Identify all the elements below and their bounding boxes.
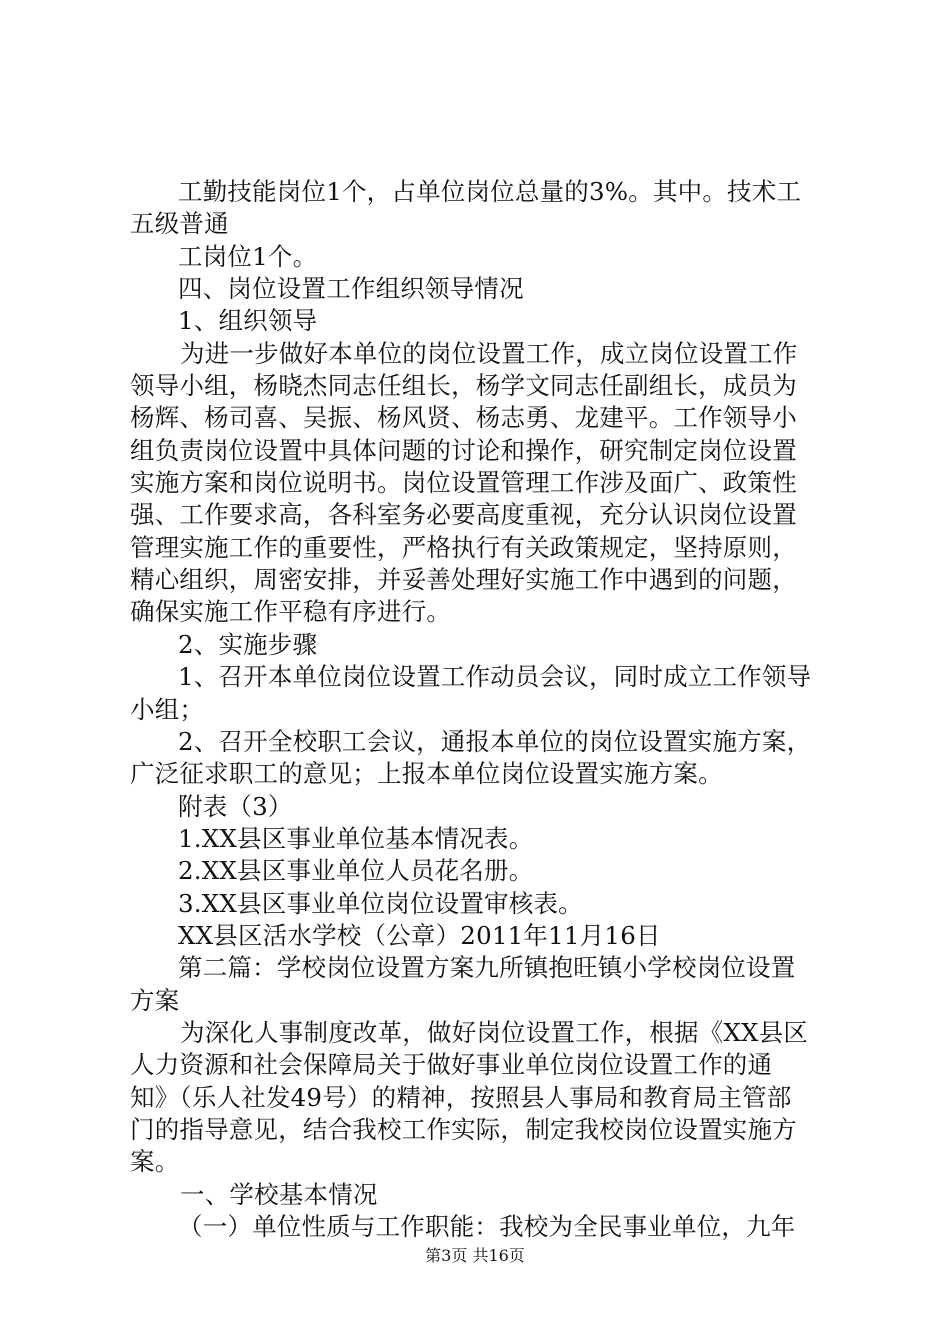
text-line: 工岗位1个。 [178,241,318,271]
chapter-heading: 方案 [130,985,180,1015]
text-line: 广泛征求职工的意见；上报本单位岗位设置实施方案。 [130,759,723,789]
subsection-heading: 1、组织领导 [178,306,318,336]
text-line: 2、召开全校职工会议，通报本单位的岗位设置实施方案， [178,726,812,756]
text-line: 管理实施工作的重要性，严格执行有关政策规定，坚持原则， [130,532,797,562]
signature-line: XX县区活水学校（公章）2011年11月16日 [178,920,661,950]
text-line: 杨辉、杨司喜、吴振、杨风贤、杨志勇、龙建平。工作领导小 [130,403,797,433]
text-line: 精心组织，周密安排，并妥善处理好实施工作中遇到的问题， [130,565,797,595]
body-text [130,176,830,1243]
text-line: 小组； [130,694,205,724]
section-heading: 四、岗位设置工作组织领导情况 [178,274,524,304]
list-item: 2.XX县区事业单位人员花名册。 [178,856,534,886]
text-line: 确保实施工作平稳有序进行。 [130,597,452,627]
text-line: 人力资源和社会保障局关于做好事业单位岗位设置工作的通 [130,1050,773,1080]
section-heading: 一、学校基本情况 [180,1179,378,1209]
text-line: 组负责岗位设置中具体问题的讨论和操作，研究制定岗位设置 [130,435,797,465]
text-line: 门的指导意见，结合我校工作实际，制定我校岗位设置实施方 [130,1114,797,1144]
text-line: 知》（乐人社发49号）的精神，按照县人事局和教育局主管部 [130,1082,792,1112]
text-line: 1、召开本单位岗位设置工作动员会议，同时成立工作领导 [178,662,812,692]
text-line: 强、工作要求高，各科室务必要高度重视，充分认识岗位设置 [130,500,797,530]
page-footer: 第3页 共16页 [425,1246,525,1265]
list-item: 1.XX县区事业单位基本情况表。 [178,823,534,853]
text-line: 领导小组，杨晓杰同志任组长，杨学文同志任副组长，成员为 [130,371,797,401]
text-line: 实施方案和岗位说明书。岗位设置管理工作涉及面广、政策性 [130,468,797,498]
text-line: 五级普通 [130,209,229,239]
chapter-heading: 第二篇：学校岗位设置方案九所镇抱旺镇小学校岗位设置 [178,953,796,983]
text-line: 附表（3） [178,791,293,821]
subsection-heading: 2、实施步骤 [178,629,318,659]
text-line: 工勤技能岗位1个，占单位岗位总量的3%。其中。技术工 [178,177,802,206]
text-line: 为进一步做好本单位的岗位设置工作，成立岗位设置工作 [180,338,798,368]
text-line: （一）单位性质与工作职能：我校为全民事业单位，九年 [178,1212,796,1241]
text-line: 案。 [130,1147,180,1177]
list-item: 3.XX县区事业单位岗位设置审核表。 [178,888,583,918]
text-line: 为深化人事制度改革，做好岗位设置工作，根据《XX县区 [180,1017,809,1047]
